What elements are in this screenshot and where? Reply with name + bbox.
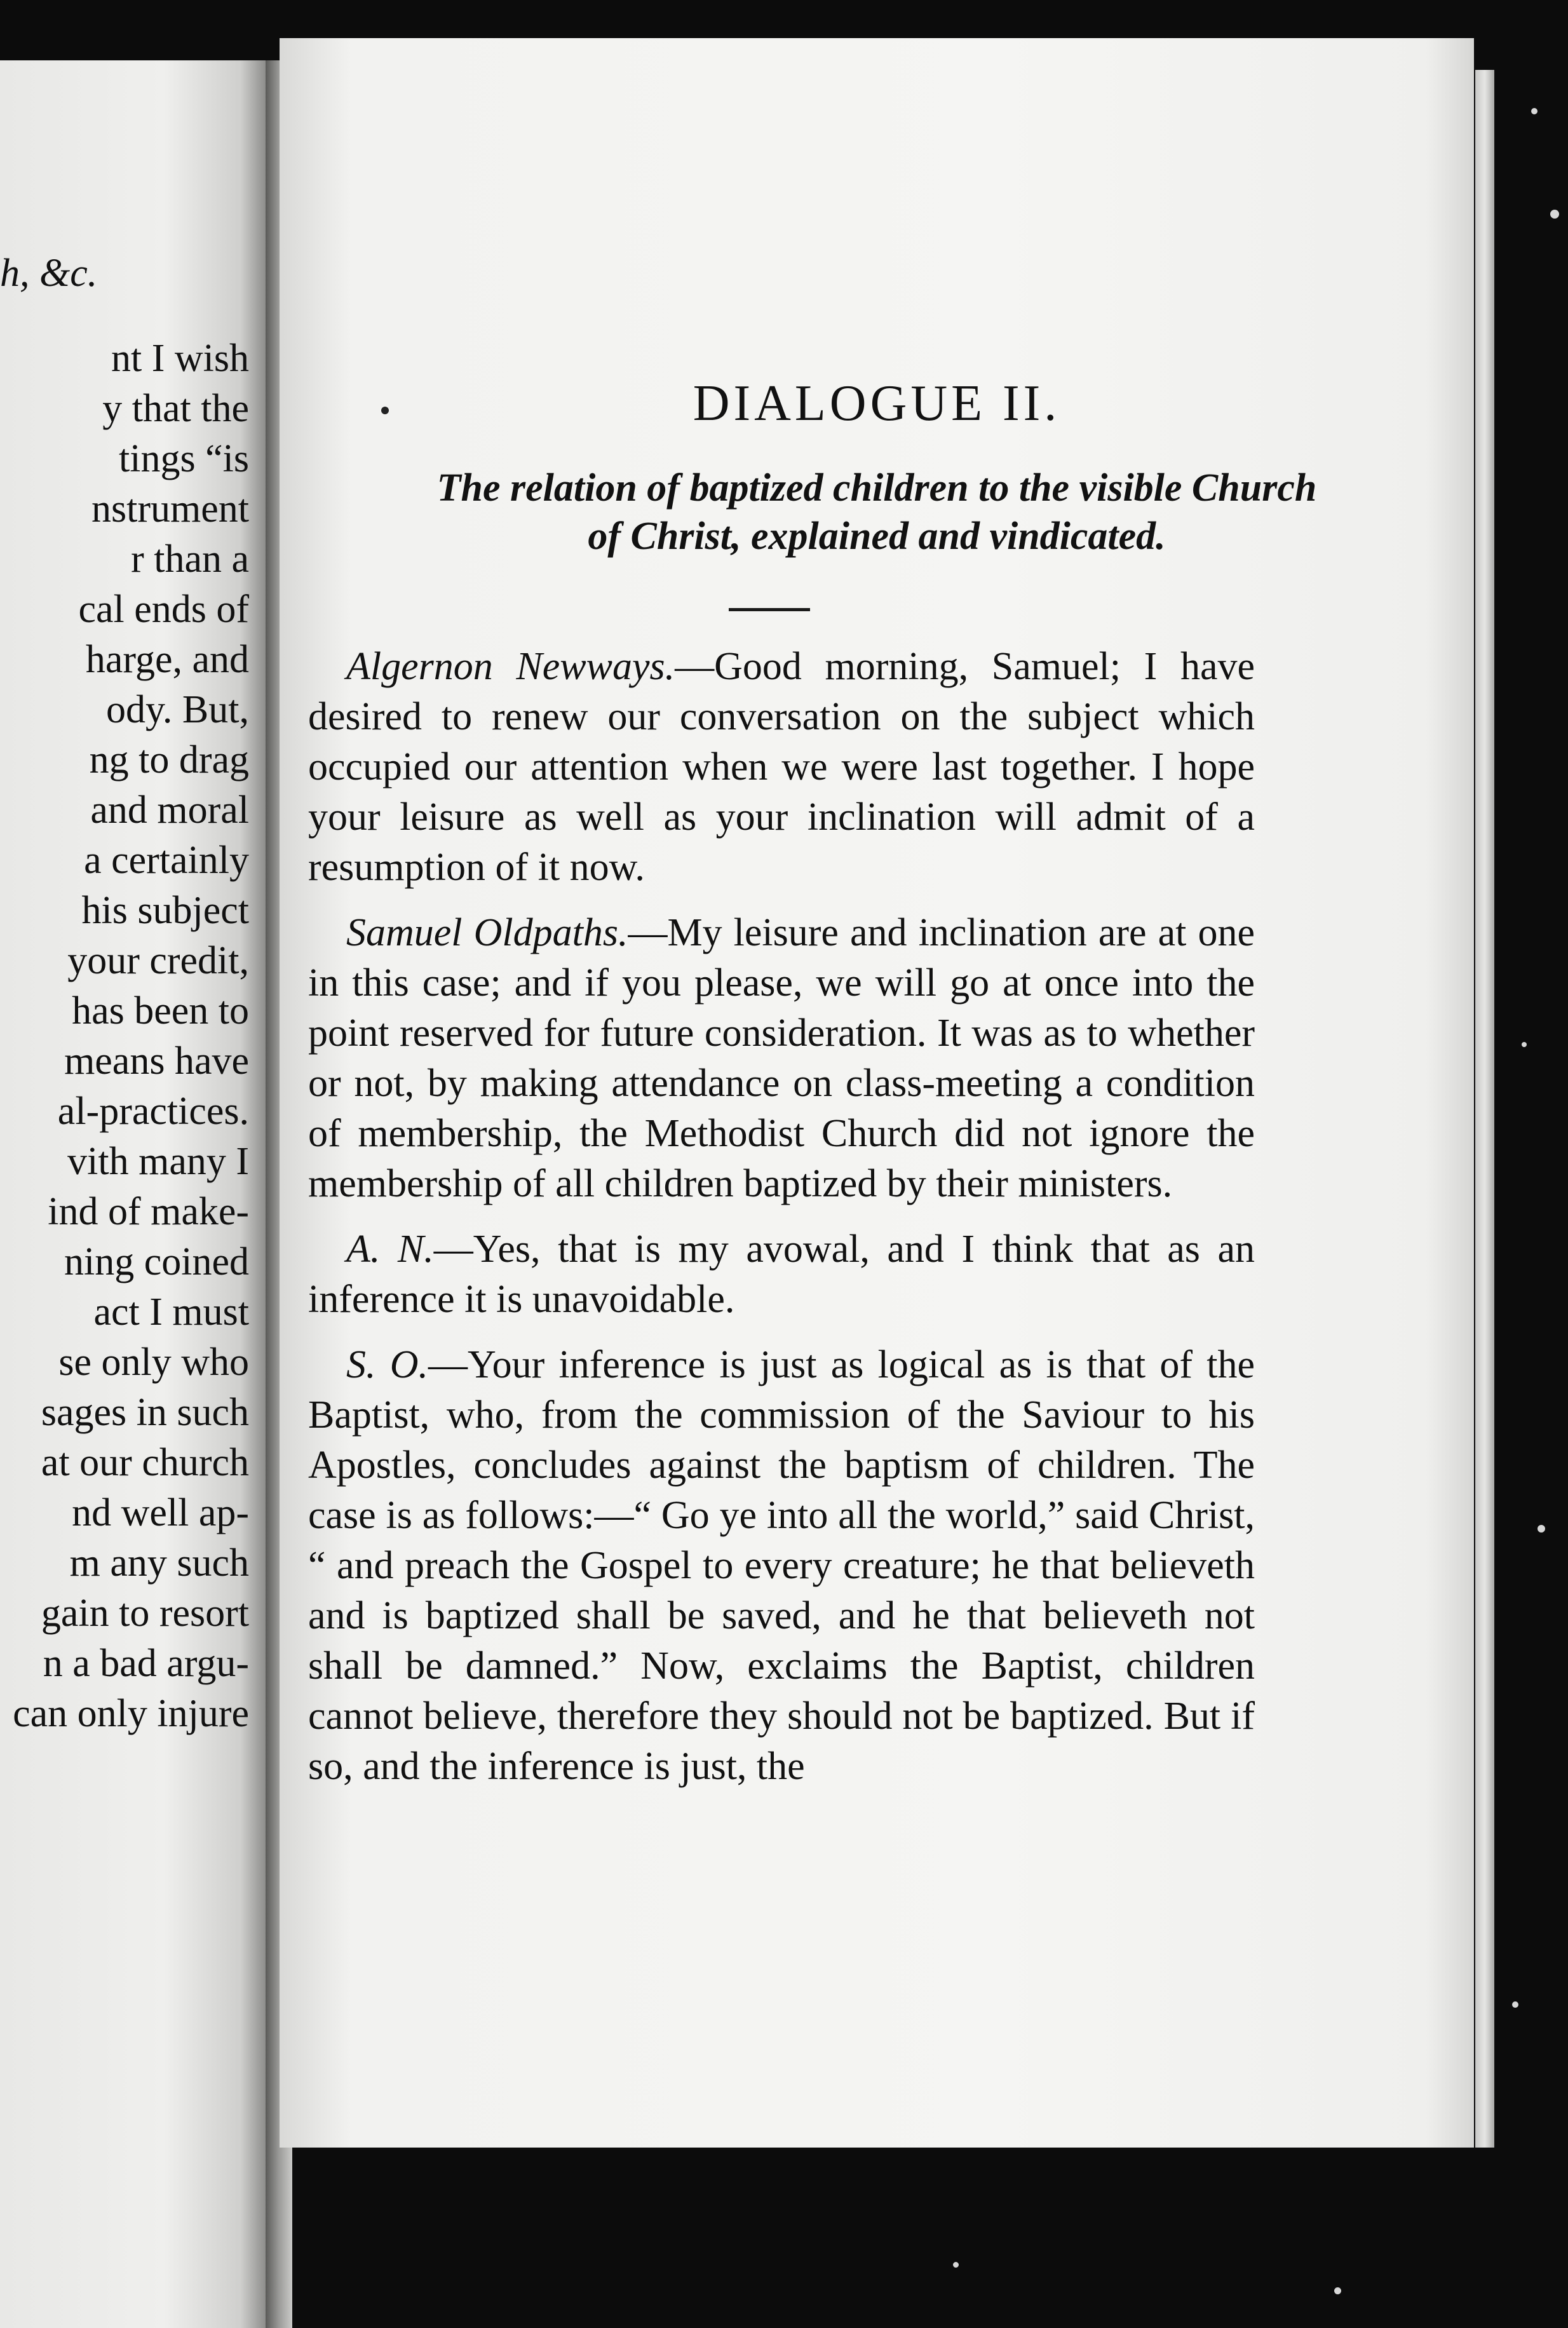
- scan-speck: [1334, 2287, 1341, 2294]
- speech-text: —Yes, that is my avowal, and I think that as an inference it is unavoidable.: [308, 1228, 1255, 1321]
- scan-speck: [1538, 1525, 1545, 1533]
- left-page-line: can only injure: [13, 1692, 249, 1735]
- left-page-line: his subject: [81, 889, 249, 932]
- dialogue-body: [308, 642, 1255, 1807]
- left-page-line: gain to resort: [41, 1592, 249, 1635]
- left-page-line: your credit,: [67, 939, 249, 982]
- left-page-running-head: h, &c.: [0, 252, 98, 295]
- left-page-line: al-practices.: [57, 1090, 249, 1133]
- speech-text: —My leisure and inclination are at one in this case; and if you please, we will go at once into the point reserved for future consideration. It was as to whether or not, by making attendance on class-meeting a condition of membership, the Methodist Church did not ignore the membership of all children baptized by their ministers.: [308, 911, 1255, 1205]
- chapter-title: DIALOGUE II.: [693, 376, 1061, 431]
- scan-speck: [953, 2262, 959, 2268]
- speech-text: —Good morning, Samuel; I have desired to renew our conversation on the subject which occupied our attention when we were last together. I hope your leisure as well as your inclination will admit of a resumption of it now.: [308, 645, 1255, 889]
- scan-speck: [1512, 2001, 1518, 2008]
- left-page-text: [13, 334, 249, 1739]
- left-page: [0, 60, 273, 2328]
- left-page-line: sages in such: [41, 1391, 249, 1434]
- left-page-line: nstrument: [91, 487, 249, 531]
- chapter-subtitle: [280, 464, 1474, 560]
- chapter-subtitle-line: The relation of baptized children to the visible Church: [436, 466, 1317, 510]
- left-page-line: act I must: [93, 1290, 249, 1334]
- left-page-line: has been to: [72, 989, 249, 1032]
- dialogue-paragraph: [308, 1224, 1255, 1325]
- left-page-line: m any such: [69, 1541, 249, 1585]
- left-page-line: cal ends of: [78, 588, 249, 631]
- scan-speck: [1522, 1042, 1527, 1047]
- left-page-line: vith many I: [67, 1140, 249, 1183]
- chapter-subtitle-line: of Christ, explained and vindicated.: [588, 515, 1166, 558]
- left-page-line: ody. But,: [105, 688, 249, 731]
- left-page-line: harge, and: [85, 638, 249, 681]
- page-edge: [1475, 70, 1494, 2148]
- left-page-line: means have: [64, 1039, 249, 1083]
- left-page-line: ind of make-: [48, 1190, 249, 1233]
- speaker-name: Samuel Oldpaths.: [346, 911, 628, 954]
- section-rule: [729, 608, 810, 611]
- scan-speck: [1550, 210, 1559, 219]
- left-page-line: nt I wish: [111, 337, 249, 380]
- left-page-line: se only who: [58, 1341, 249, 1384]
- left-page-line: n a bad argu-: [43, 1642, 249, 1685]
- dialogue-paragraph: [308, 1340, 1255, 1792]
- left-page-line: nd well ap-: [72, 1491, 249, 1534]
- dialogue-paragraph: [308, 642, 1255, 893]
- speech-text: —Your inference is just as logical as is that of the Baptist, who, from the commission of the Saviour to his Apostles, concludes against the baptism of children. The case is as follows:—“ Go ye into all the world,” said Christ, “ and preach the Gospel to every creature; he that believeth and is baptized shall be saved, and he that believeth not shall be damned.” Now, exclaims the Baptist, children cannot believe, therefore they should not be baptized. But if so, and the inference is just, the: [308, 1343, 1255, 1788]
- speaker-name: A. N.: [346, 1228, 434, 1271]
- scan-speck: [1531, 108, 1538, 114]
- left-page-line: y that the: [102, 387, 249, 430]
- speaker-name: Algernon Newways.: [346, 645, 675, 688]
- speaker-name: S. O.: [346, 1343, 429, 1386]
- left-page-line: r than a: [131, 538, 249, 581]
- left-page-line: and moral: [90, 788, 249, 832]
- left-page-line: ng to drag: [89, 738, 249, 782]
- left-page-line: at our church: [41, 1441, 249, 1484]
- left-page-line: ning coined: [64, 1240, 249, 1283]
- dialogue-paragraph: [308, 908, 1255, 1209]
- left-page-line: a certainly: [84, 839, 249, 882]
- left-page-line: tings “is: [119, 437, 249, 480]
